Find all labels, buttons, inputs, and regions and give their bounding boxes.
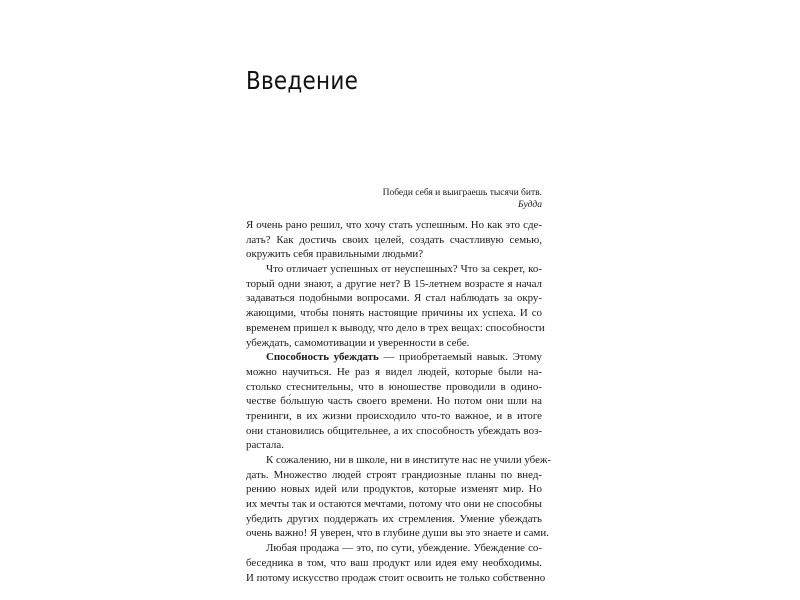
text-line: [246, 541, 542, 556]
text-line: [246, 306, 542, 321]
line-text: растала.: [246, 439, 284, 452]
text-line: [246, 571, 546, 586]
line-text: очень важно! Я уверен, что в глубине души вы это знаете и сами.: [246, 527, 549, 540]
text-line: [246, 336, 542, 351]
text-line: [246, 556, 542, 571]
text-line: [246, 321, 545, 336]
line-text: убедить других поддержать их стремления. Умение убеждать: [246, 512, 542, 525]
line-text: временем пришел к выводу, что дело в трех вещах: способности: [246, 321, 545, 334]
line-text: лать? Как достичь своих целей, создать счастливую семью,: [246, 233, 542, 246]
paragraph: [246, 453, 552, 541]
text-line: [246, 380, 542, 395]
line-text: задаваться подобными вопросами. Я стал наблюдать за окру-: [246, 292, 542, 305]
line-text: можно научиться. Не раз я видел людей, которые были на-: [246, 365, 542, 378]
epigraph-author: Будда: [517, 200, 542, 210]
text-line: [246, 247, 542, 262]
line-text: К сожалению, ни в школе, ни в институте нас не учили убеж-: [266, 454, 552, 466]
epigraph: [383, 187, 542, 211]
text-line: [246, 512, 542, 527]
line-text: Я очень рано решил, что хочу стать успешным. Но как это сде-: [246, 219, 542, 231]
text-line: [246, 409, 542, 424]
line-text: И потому искусство продаж стоит освоить не только собственно: [246, 571, 546, 584]
line-text: Любая продажа — это, по сути, убеждение. Убеждение со-: [266, 542, 542, 555]
line-text: столько стеснительны, что в юношестве проводили в одино-: [246, 380, 542, 393]
text-line: [246, 277, 542, 292]
text-line: [246, 233, 542, 248]
body-text: [246, 218, 552, 585]
text-line: [246, 482, 542, 497]
line-text: торый одни знают, а другие нет? В 15-летнем возрасте я начал: [246, 277, 542, 290]
line-text: их мечты так и остаются мечтами, потому что они не способны: [246, 498, 542, 511]
text-line: [246, 262, 542, 277]
text-line: [246, 468, 542, 483]
line-text: они становились общительнее, а их способность убеждать воз-: [246, 424, 542, 437]
line-text: жающими, чтобы понять настоящие причины их успеха. И со: [246, 307, 542, 320]
paragraph: [246, 262, 545, 350]
text-line: [246, 291, 542, 306]
text-line: [246, 438, 542, 453]
paragraph: [246, 218, 542, 262]
line-text: Что отличает успешных от неуспешных? Что за секрет, ко-: [266, 263, 542, 276]
line-text: рению новых идей или продуктов, которые изменят мир. Но: [246, 483, 542, 496]
text-line: [246, 424, 542, 439]
text-line: [246, 218, 542, 233]
line-text: тренинги, в их жизни происходило что-то важное, и в итоге: [246, 409, 542, 422]
line-text: окружить себя правильными людьми?: [246, 248, 424, 261]
line-text: честве бо́льшую часть своего времени. Но потом они шли на: [246, 395, 542, 408]
text-line: [246, 365, 542, 380]
line-text: беседника в том, что ваш продукт или идея ему необходимы.: [246, 556, 542, 569]
text-line: [246, 497, 542, 512]
text-line: [246, 453, 552, 468]
text-line: [246, 526, 549, 541]
line-text: дать. Множество людей строят грандиозные планы по внед-: [246, 468, 542, 481]
line-text: — приобретаемый навык. Этому: [378, 351, 542, 364]
epigraph-quote: Победи себя и выиграешь тысячи битв.: [382, 188, 542, 198]
chapter-heading: Введение: [246, 66, 359, 95]
text-line: [246, 394, 542, 409]
paragraph: [246, 350, 542, 453]
text-line: [246, 350, 542, 365]
bold-lead: Способность убеждать: [266, 351, 379, 364]
paragraph: [246, 541, 546, 585]
line-text: убеждать, самомотивации и уверенности в себе.: [246, 336, 470, 349]
